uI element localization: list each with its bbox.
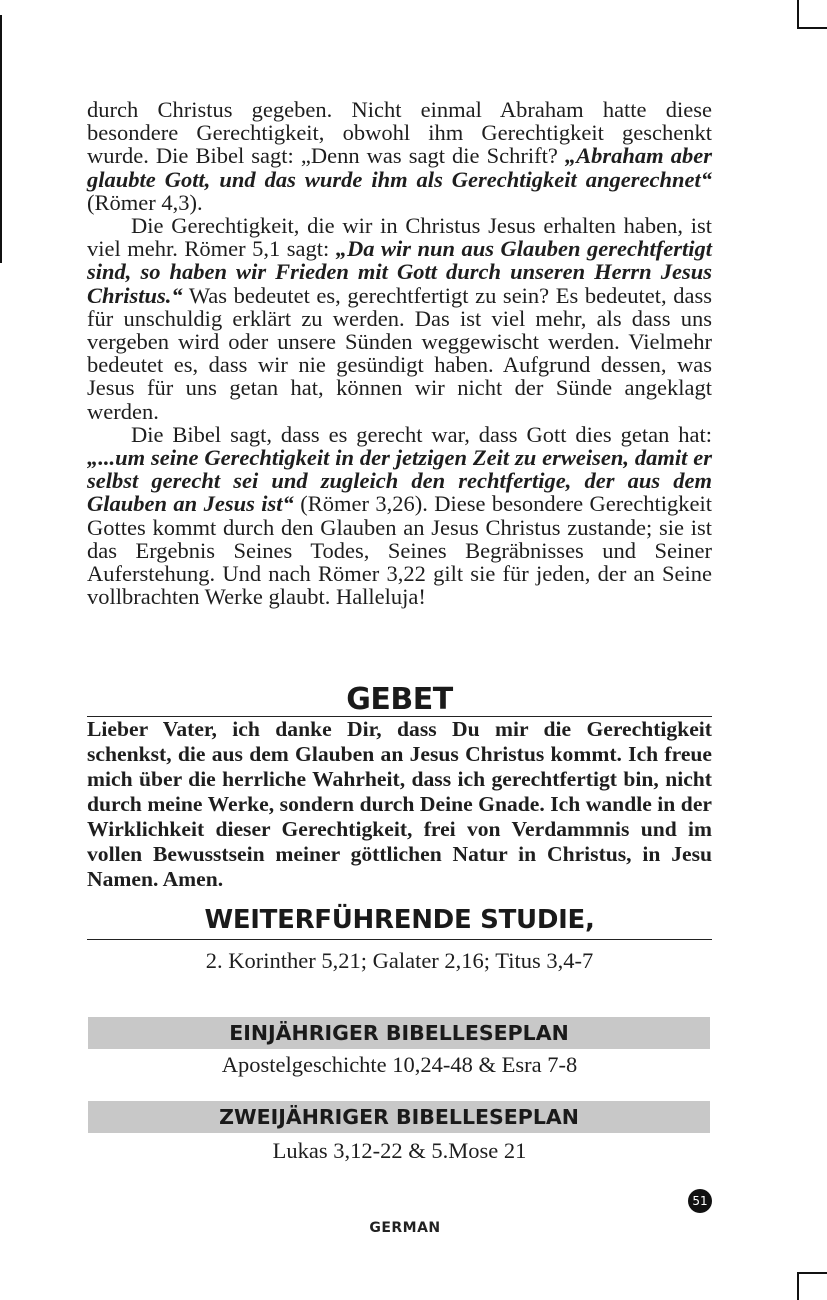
two-year-plan-heading: ZWEIJÄHRIGER BIBELLESEPLAN [88,1101,710,1133]
study-heading: WEITERFÜHRENDE STUDIE, [204,905,595,935]
quote-romans-3-26: „...um seine Gerechtigkeit in der jetzigen Zeit zu erweisen, damit er selbst gerecht sei und zugleich den rechtfertige, der aus dem Glauben an Jesus ist“ [87,445,712,517]
two-year-plan-reading: Lukas 3,12-22 & 5.Mose 21 [272,1138,527,1163]
paragraph-3: Die Bibel sagt, dass es gerecht war, dass Gott dies getan hat: „...um seine Gerechtigkeit in der jetzigen Zeit zu erweisen, damit er selbst gerecht sei und zugleich den rechtfertige, der aus dem Glauben an Jesus ist“ (Römer 3,26). Diese besondere Gerechtigkeit Gottes kommt durch den Glauben an Jesus Christus zustande; sie ist das Ergebnis Seines Todes, Seines Begräbnisses und Seiner Auferstehung. Und nach Römer 3,22 gilt sie für jeden, der an Seine vollbrachten Werke glaubt. Halleluja! [87,421,712,610]
prayer-text: Lieber Vater, ich danke Dir, dass Du mir die Gerechtigkeit schenkst, die aus dem Glauben an Jesus Christus kommt. Ich freue mich über die herrliche Wahrheit, dass ich gerechtfertigt bin, nicht durch meine Werke, sondern durch Deine Gnade. Ich wandle in der Wirklichkeit dieser Gerechtigkeit, frei von Verdammnis und im vollen Bewusstsein meiner göttlichen Natur in Christus, in Jesu Namen. Amen. [87,717,712,891]
one-year-plan-heading: EINJÄHRIGER BIBELLESEPLAN [88,1017,710,1049]
crop-mark-top-right-v [797,0,799,28]
page-number-badge: 51 [688,1189,712,1213]
crop-mark-top-right-h [797,27,827,29]
language-label: GERMAN [369,1220,441,1236]
crop-mark-left-edge [0,15,2,263]
quote-romans-4-3: „Abraham aber glaubte Gott, und das wurde ihm als Gerechtigkeit angerechnet“ [87,143,712,192]
study-divider [87,939,712,940]
study-references: 2. Korinther 5,21; Galater 2,16; Titus 3,4-7 [205,948,594,973]
quote-romans-5-1: „Da wir nun aus Glauben gerechtfertigt sind, so haben wir Frieden mit Gott durch unseren Herrn Jesus Christus.“ [87,236,712,308]
prayer-heading: GEBET [346,682,453,717]
body-text [87,98,712,608]
crop-mark-bottom-right-h [797,1272,827,1274]
paragraph-1: durch Christus gegeben. Nicht einmal Abraham hatte diese besondere Gerechtigkeit, obwohl ihm Gerechtigkeit geschenkt wurde. Die Bibel sagt: „Denn was sagt die Schrift? „Abraham aber glaubte Gott, und das wurde ihm als Gerechtigkeit angerechnet“ (Römer 4,3). [87,97,712,215]
crop-mark-bottom-right-v [797,1272,799,1300]
one-year-plan-reading: Apostelgeschichte 10,24-48 & Esra 7-8 [221,1052,578,1077]
paragraph-2: Die Gerechtigkeit, die wir in Christus Jesus erhalten haben, ist viel mehr. Römer 5,1 sagt: „Da wir nun aus Glauben gerechtfertigt sind, so haben wir Frieden mit Gott durch unseren Herrn Jesus Christus.“ Was bedeutet es, gerechtfertigt zu sein? Es bedeutet, dass für unschuldig erklärt zu werden. Das ist viel mehr, als dass uns vergeben wird oder unsere Sünden weggewischt werden. Vielmehr bedeutet es, dass wir nie gesündigt haben. Aufgrund dessen, was Jesus für uns getan hat, können wir nicht der Sünde angeklagt werden. [87,213,712,424]
